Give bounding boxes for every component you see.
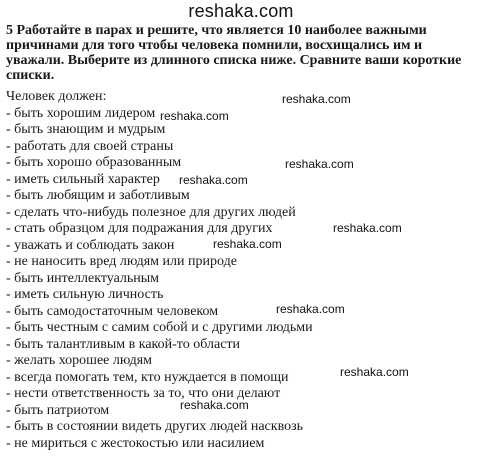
list-item: - нести ответственность за то, что они делают: [6, 386, 281, 401]
watermark: reshaka.com: [180, 398, 249, 412]
list-item: - всегда помогать тем, кто нуждается в помощи: [6, 369, 289, 385]
list-intro: Человек должен:: [6, 89, 107, 104]
list-item: - быть интеллектуальным: [6, 270, 160, 286]
watermark: reshaka.com: [179, 173, 248, 187]
list-item: - быть хорошо образованным: [6, 155, 182, 170]
list-item: - стать образцом для подражания для других: [6, 221, 273, 236]
watermark: reshaka.com: [160, 109, 229, 123]
watermark: reshaka.com: [282, 92, 351, 106]
list-item: - работать для своей страны: [6, 138, 174, 154]
list-item: - быть честным с самим собой и с другими людьми: [6, 320, 313, 335]
list-item: - быть любящим и заботливым: [6, 188, 190, 203]
task-line: причинами для того чтобы человека помнили, восхищались им и: [6, 38, 423, 53]
list-item: - иметь сильный характер: [6, 171, 160, 187]
list-item: - желать хорошее людям: [6, 353, 153, 368]
watermark: reshaka.com: [340, 365, 409, 379]
task-instructions: [6, 23, 478, 83]
list-item: - не наносить вред людям или природе: [6, 254, 237, 269]
list-item: - быть талантливым в какой-то области: [6, 336, 241, 352]
watermark: reshaka.com: [213, 237, 282, 251]
list-item: - быть в состоянии видеть других людей насквозь: [6, 419, 303, 434]
watermark: reshaka.com: [285, 157, 354, 171]
list-item: - сделать что-нибудь полезное для других людей: [6, 204, 296, 220]
list-item: - быть самодостаточным человеком: [6, 303, 219, 319]
watermark-header: reshaka.com: [188, 1, 294, 21]
list-item: - быть хорошим лидером: [6, 105, 156, 121]
task-line: уважали. Выберите из длинного списка ниже. Сравните ваши короткие: [6, 53, 462, 68]
list-item: - быть патриотом: [6, 402, 110, 418]
list-item: - не мириться с жестокостью или насилием: [6, 435, 265, 451]
task-line: 5 Работайте в парах и решите, что является 10 наиболее важными: [6, 23, 427, 38]
watermark: reshaka.com: [333, 221, 402, 235]
list-item: - уважать и соблюдать закон: [6, 237, 175, 253]
task-line: списки.: [6, 68, 55, 83]
list-item: - быть знающим и мудрым: [6, 122, 166, 137]
watermark: reshaka.com: [276, 302, 345, 316]
list-item: - иметь сильную личность: [6, 287, 164, 302]
